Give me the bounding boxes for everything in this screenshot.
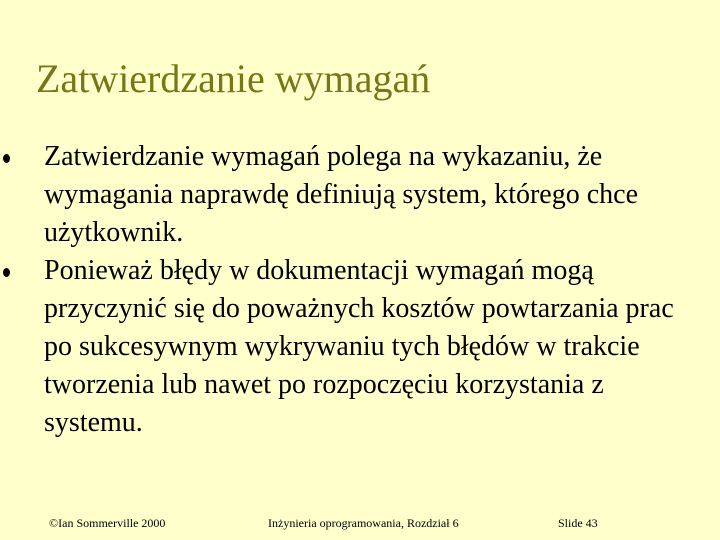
bullet-text: Ponieważ błędy w dokumentacji wymagań mogą przyczynić się do poważnych kosztów powtarzania prac po sukcesywnym wykrywaniu tych błędów w trakcie tworzenia lub nawet po rozpoczęciu korzystania z systemu. xyxy=(44,255,674,438)
slide-title: Zatwierdzanie wymagań xyxy=(36,56,431,101)
footer-slide-number: Slide 43 xyxy=(558,516,598,530)
bullet-list xyxy=(0,138,720,442)
footer-copyright: ©Ian Sommerville 2000 xyxy=(49,516,166,530)
bullet-item xyxy=(0,138,720,252)
bullet-dot-icon xyxy=(3,154,10,163)
footer-course: Inżynieria oprogramowania, Rozdział 6 xyxy=(268,516,459,530)
bullet-text: Zatwierdzanie wymagań polega na wykazaniu, że wymagania naprawdę definiują system, którego chce użytkownik. xyxy=(44,141,639,248)
bullet-item xyxy=(0,252,720,442)
bullet-dot-icon xyxy=(3,268,10,277)
